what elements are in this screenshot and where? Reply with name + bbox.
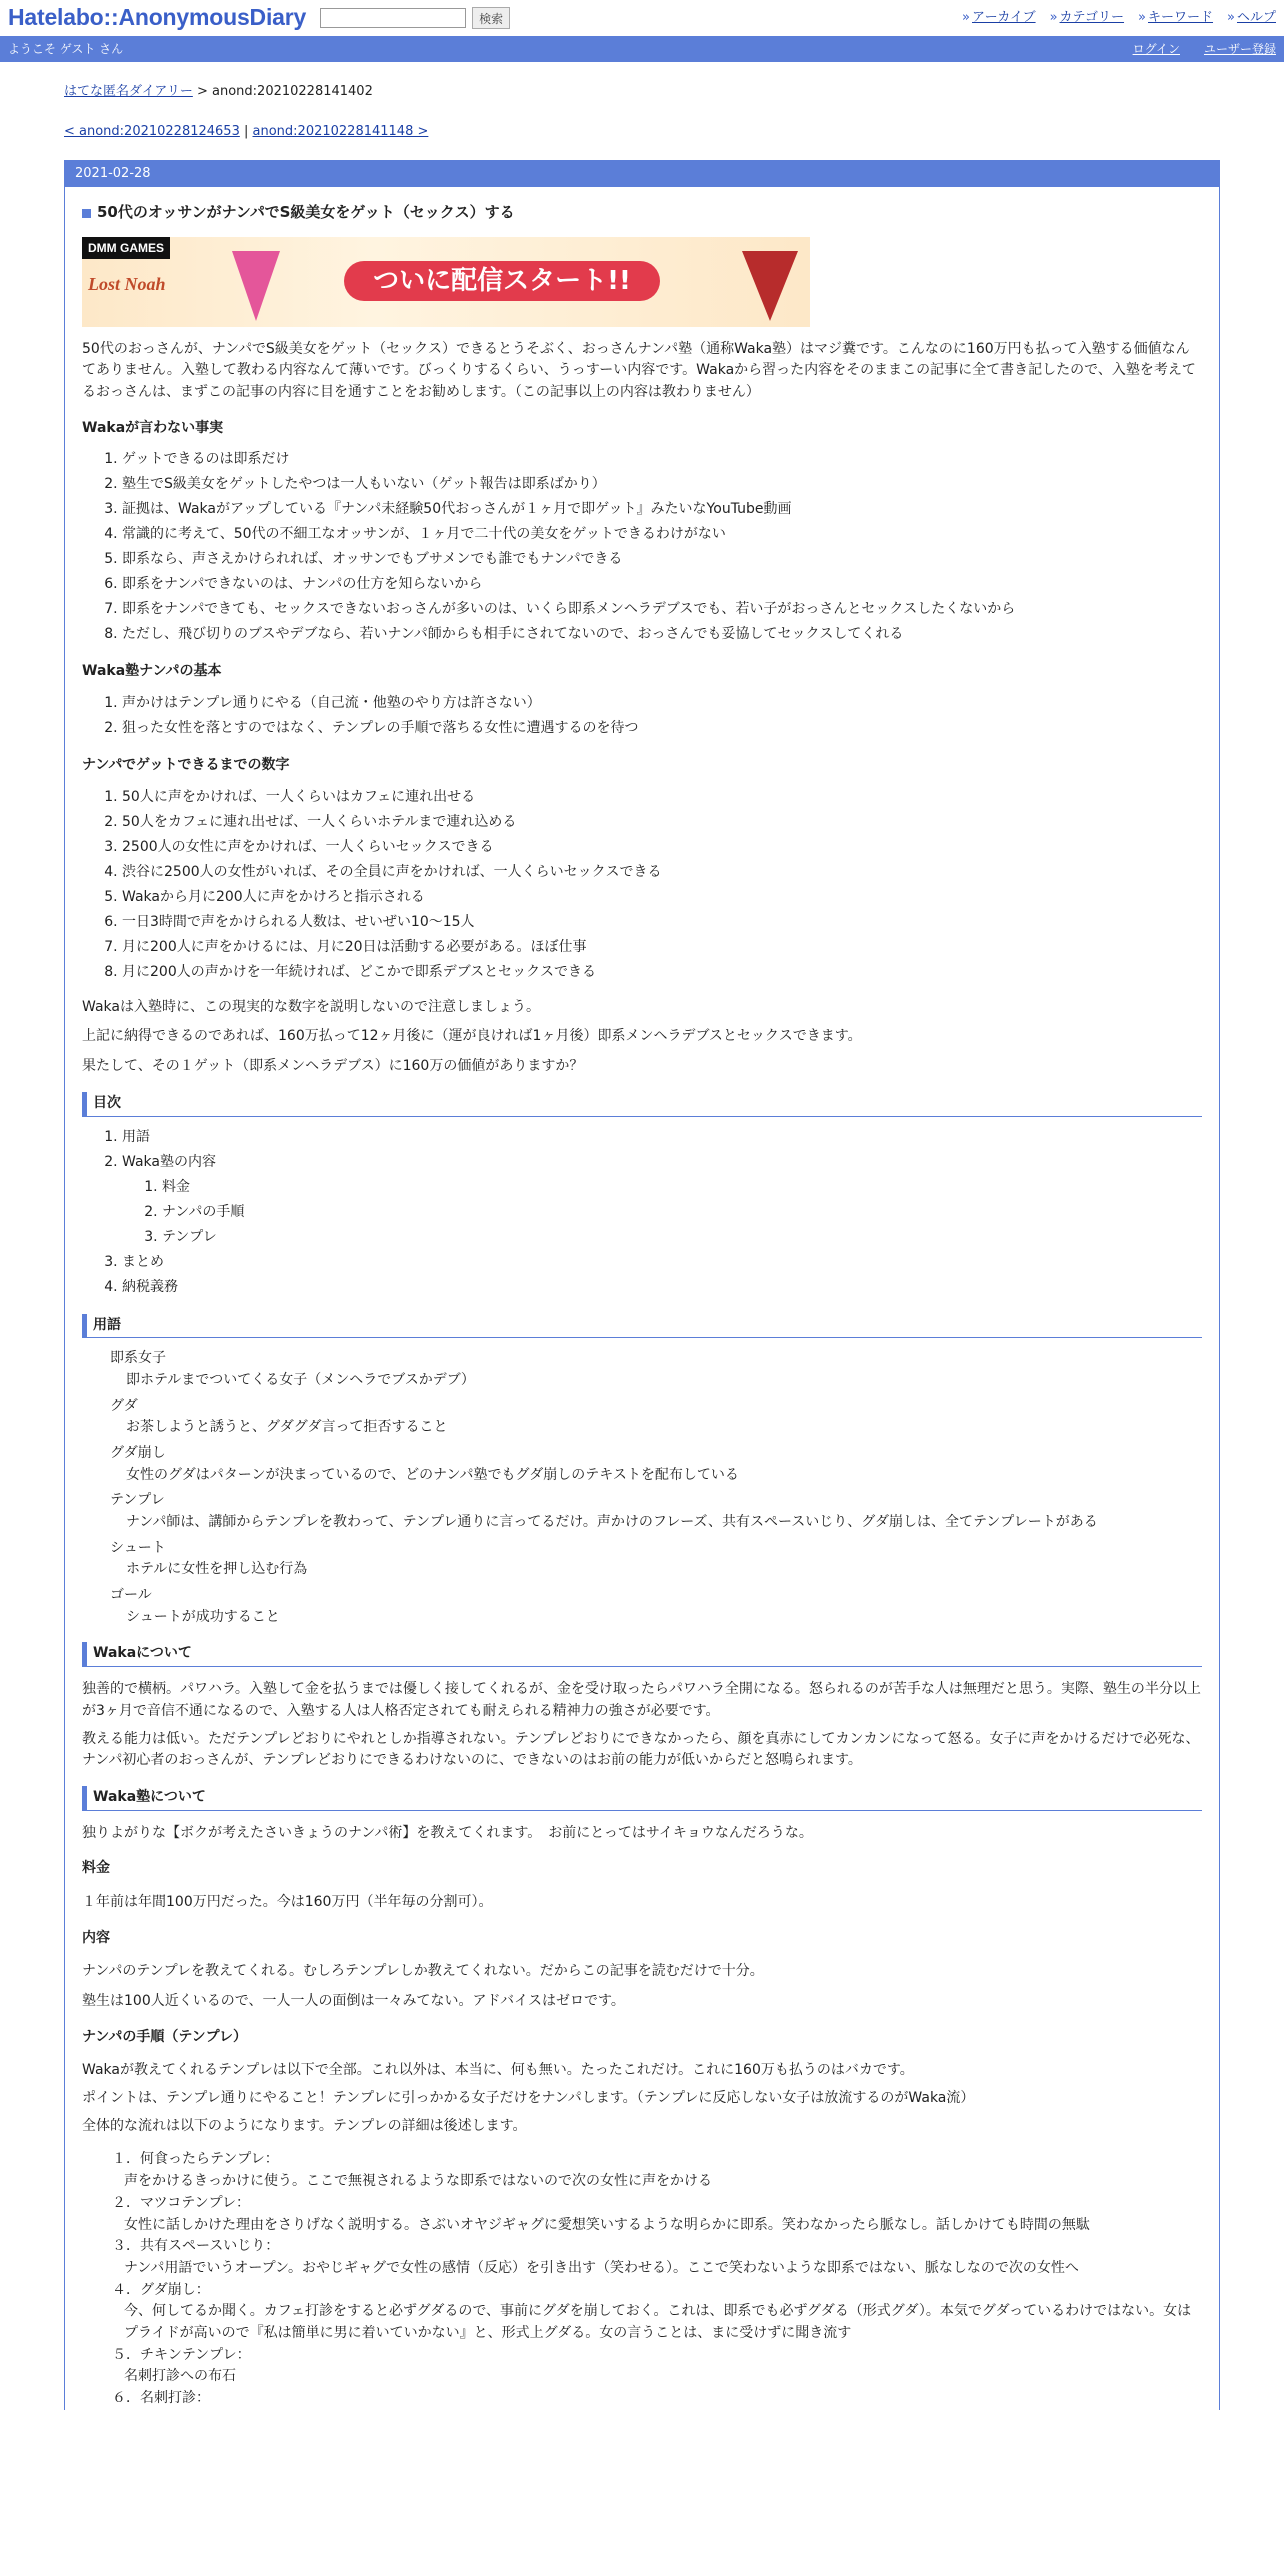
note-paragraph: Wakaは入塾時に、この現実的な数字を説明しないので注意しましょう。 [82,998,540,1015]
template-item [112,2280,1202,2345]
waka-heading: Wakaについて [82,1642,1202,1667]
waka-paragraph: 教える能力は低い。ただテンプレどおりにやれとしか指導されない。テンプレどおりにできなかったら、顔を真赤にしてカンカンになって怒る。女子に声をかけるだけで必死な、ナンパ初心者のおっさんが、テンプレどおりにできるわけないのに、できないのはお前の能力が低いからだと怒鳴られます。 [82,1730,1200,1769]
list-item: 2. 塾生でS級美女をゲットしたやつは一人もいない（ゲット報告は即系ばかり） [122,472,1202,497]
list-item: 7. 即系をナンパできても、セックスできないおっさんが多いのは、いくら即系メンヘラデブスでも、若い子がおっさんとセックスしたくないから [122,597,1202,622]
list-item: 8. 月に200人の声かけを一年続ければ、どこかで即系デブスとセックスできる [122,960,1202,985]
toc-item: 3. まとめ [122,1250,1202,1275]
breadcrumb-home-link[interactable]: はてな匿名ダイアリー [64,84,193,99]
day-section [64,160,1220,2409]
numbers-list [82,785,1202,985]
toc-subitem: 2. ナンパの手順 [162,1200,1202,1225]
terms-list [110,1348,1202,1628]
pager-separator: | [239,124,253,140]
entry-body [65,187,1219,2409]
list-item: 2. 狙った女性を落とすのではなく、テンプレの手順で落ちる女性に遭遇するのを待つ [122,716,1202,741]
welcome-bar [0,36,1284,62]
template-description: 名刺打診への布石 [124,2368,236,2385]
facts-list [82,447,1202,647]
school-heading: Waka塾について [82,1786,1202,1811]
welcome-text: ようこそ ゲスト さん [8,41,124,56]
nav-archive-link[interactable]: » アーカイブ [962,8,1036,28]
term-description: シュートが成功すること [126,1608,280,1625]
list-item: 4. 常識的に考えて、50代の不細工なオッサンが、１ヶ月で二十代の美女をゲットできるわけがない [122,522,1202,547]
toc-list [82,1125,1202,1300]
ad-decoration-right-icon [742,251,798,321]
note-paragraph: 果たして、その１ゲット（即系メンヘラデブス）に160万の価値がありますか？ [82,1058,584,1075]
toc-item: 1. 用語 [122,1125,1202,1150]
entry-title [82,201,1202,224]
waka-paragraph: 独善的で横柄。パワハラ。入塾して金を払うまでは優しく接してくれるが、金を受け取ったらパワハラ全開になる。怒られるのが苦手な人は無理だと思う。実際、塾生の半分以上が3ヶ月で音信不通になるので、入塾する人は人格否定されても耐えられる精神力の強さが必要です。 [82,1681,1201,1719]
template-list [112,2149,1202,2409]
steps-heading: ナンパの手順（テンプレ） [82,2028,248,2045]
template-item [112,2149,1202,2192]
term-description: お茶しようと誘うと、グダグダ言って拒否すること [126,1419,448,1436]
toc-item-label: Waka塾の内容 [122,1153,216,1170]
breadcrumb [64,82,1220,102]
facts-heading: Wakaが言わない事実 [82,419,224,436]
template-item [112,2193,1202,2236]
toc-subitem: 3. テンプレ [162,1225,1202,1250]
list-item: 1. 声かけはテンプレ通りにやる（自己流・他塾のやり方は許さない） [122,691,1202,716]
register-link[interactable]: ユーザー登録 [1203,41,1276,56]
term-label: シュート [110,1539,166,1556]
term-description: ナンパ師は、講師からテンプレを教わって、テンプレ通りに言ってるだけ。声かけのフレーズ、共有スペースいじり、グダ崩しは、全てテンプレートがある [126,1514,1098,1531]
intro-paragraph: 50代のおっさんが、ナンパでS級美女をゲット（セックス）できるとうそぶく、おっさんナンパ塾（通称Waka塾）はマジ糞です。こんなのに160万円も払って入塾する価値なんてありません。入塾して教わる内容なんて薄いです。びっくりするくらい、うっすーい内容です。Wakaから習った内容をそのままこの記事に全て書き記したので、入塾を考えてるおっさんは、まずこの記事の内容に目を通すことをお勧めします。（この記事以上の内容は教わりません） [82,340,1196,401]
search-input[interactable] [320,8,466,28]
search-button[interactable]: 検索 [472,7,510,29]
template-title: ３．共有スペースいじり： [112,2238,280,2255]
toc-sublist [122,1175,1202,1250]
list-item: 6. 即系をナンパできないのは、ナンパの仕方を知らないから [122,572,1202,597]
ad-cta: ついに配信スタート!! [344,261,660,301]
steps-paragraph: ポイントは、テンプレ通りにやること！テンプレに引っかかる女子だけをナンパします。（テンプレに反応しない女子は放流するのがWaka流） [82,2090,975,2107]
content-heading: 内容 [82,1929,110,1946]
term-label: 即系女子 [110,1350,166,1367]
day-date: 2021-02-28 [65,161,1219,187]
entry-pager [64,122,1220,142]
ad-game-logo: Lost Noah [88,273,166,294]
term-label: テンプレ [110,1492,165,1509]
template-item [112,2236,1202,2279]
template-title: ５．チキンテンプレ： [112,2346,251,2363]
term-label: グダ崩し [110,1444,166,1461]
list-item: 6. 一日3時間で声をかけられる人数は、せいぜい10〜15人 [122,910,1202,935]
list-item: 4. 渋谷に2500人の女性がいれば、その全員に声をかければ、一人くらいセックスできる [122,860,1202,885]
fee-heading: 料金 [82,1860,110,1877]
breadcrumb-separator: > [192,84,213,99]
list-item: 7. 月に200人に声をかけるには、月に20日は活動する必要がある。ほぼ仕事 [122,935,1202,960]
steps-paragraph: 全体的な流れは以下のようになります。テンプレの詳細は後述します。 [82,2117,527,2134]
toc-heading: 目次 [82,1092,1202,1117]
top-header [0,0,1284,36]
title-square-icon[interactable] [82,209,91,218]
template-item [112,2388,1202,2410]
nav-help-link[interactable]: » ヘルプ [1227,8,1276,28]
toc-subitem: 1. 料金 [162,1175,1202,1200]
toc-item [122,1150,1202,1250]
main-content [64,82,1220,2410]
nav-category-link[interactable]: » カテゴリー [1050,8,1124,28]
basics-list [82,691,1202,741]
basics-heading: Waka塾ナンパの基本 [82,663,222,680]
template-title: １．何食ったらテンプレ： [112,2151,279,2168]
list-item: 3. 2500人の女性に声をかければ、一人くらいセックスできる [122,835,1202,860]
ad-brand: DMM GAMES [82,237,170,260]
terms-heading: 用語 [82,1314,1202,1339]
entry-title-text: 50代のオッサンがナンパでS級美女をゲット（セックス）する [97,203,515,222]
list-item: 2. 50人をカフェに連れ出せば、一人くらいホテルまで連れ込める [122,810,1202,835]
list-item: 3. 証拠は、Wakaがアップしている『ナンパ未経験50代おっさんが１ヶ月で即ゲット』みたいなYouTube動画 [122,497,1202,522]
list-item: 5. Wakaから月に200人に声をかけろと指示される [122,885,1202,910]
template-title: ２．マツコテンプレ： [112,2194,251,2211]
list-item: 1. ゲットできるのは即系だけ [122,447,1202,472]
template-title: ６．名刺打診： [112,2390,210,2407]
template-description: 声をかけるきっかけに使う。ここで無視されるような即系ではないので次の女性に声をかける [124,2173,712,2190]
template-title: ４．グダ崩し： [112,2281,210,2298]
term-description: 即ホテルまでついてくる女子（メンヘラでブスかデブ） [126,1371,475,1388]
term-label: グダ [110,1397,138,1414]
nav-keyword-link[interactable]: » キーワード [1138,8,1213,28]
list-item: 1. 50人に声をかければ、一人くらいはカフェに連れ出せる [122,785,1202,810]
ad-decoration-left-icon [232,251,280,321]
prev-entry-link[interactable]: < anond:20210228124653 [64,124,240,140]
note-paragraph: 上記に納得できるのであれば、160万払って12ヶ月後に（運が良ければ1ヶ月後）即系メンヘラデブスとセックスできます。 [82,1028,862,1045]
content-paragraph: 塾生は100人近くいるので、一人一人の面倒は一々みてない。アドバイスはゼロです。 [82,1993,625,2010]
toc-item: 4. 納税義務 [122,1275,1202,1300]
content-paragraph: ナンパのテンプレを教えてくれる。むしろテンプレしか教えてくれない。だからこの記事を読むだけで十分。 [82,1963,764,1980]
template-description: 今、何してるか聞く。カフェ打診をすると必ずグダるので、事前にグダを崩しておく。これは、即系でも必ずグダる（形式グダ）。本気でグダっているわけではない。女はプライドが高いので『私は簡単に男に着いていかない』と、形式上グダる。女の言うことは、まに受けずに聞き流す [124,2303,1192,2341]
school-paragraph: 独りよがりな【ボクが考えたさいきょうのナンパ術】を教えてくれます。 お前にとってはサイキョウなんだろうな。 [82,1824,813,1841]
term-description: ホテルに女性を押し込む行為 [126,1561,308,1578]
ad-banner[interactable] [82,237,810,327]
breadcrumb-current: anond:20210228141402 [212,84,373,99]
numbers-heading: ナンパでゲットできるまでの数字 [82,757,290,774]
header-nav [962,8,1276,28]
login-link[interactable]: ログイン [1132,41,1180,56]
term-label: ゴール [110,1587,152,1604]
template-description: ナンパ用語でいうオープン。おやじギャグで女性の感情（反応）を引き出す（笑わせる）。ここで笑わないような即系ではない、脈なしなので次の女性へ [124,2259,1079,2276]
term-description: 女性のグダはパターンが決まっているので、どのナンパ塾でもグダ崩しのテキストを配布している [126,1466,739,1483]
fee-paragraph: １年前は年間100万円だった。今は160万円（半年毎の分割可）。 [82,1893,493,1910]
template-description: 女性に話しかけた理由をさりげなく説明する。さぶいオヤジギャグに愛想笑いするような明らかに即系。笑わなかったら脈なし。話しかけても時間の無駄 [124,2216,1090,2233]
steps-paragraph: Wakaが教えてくれるテンプレは以下で全部。これ以外は、本当に、何も無い。たったこれだけ。これに160万も払うのはバカです。 [82,2062,914,2079]
list-item: 8. ただし、飛び切りのブスやデブなら、若いナンパ師からも相手にされてないので、おっさんでも妥協してセックスしてくれる [122,622,1202,647]
next-entry-link[interactable]: anond:20210228141148 > [252,124,429,140]
list-item: 5. 即系なら、声さえかけられれば、オッサンでもブサメンでも誰でもナンパできる [122,547,1202,572]
site-logo[interactable]: Hatelabo::AnonymousDiary [8,4,307,31]
template-item [112,2345,1202,2388]
